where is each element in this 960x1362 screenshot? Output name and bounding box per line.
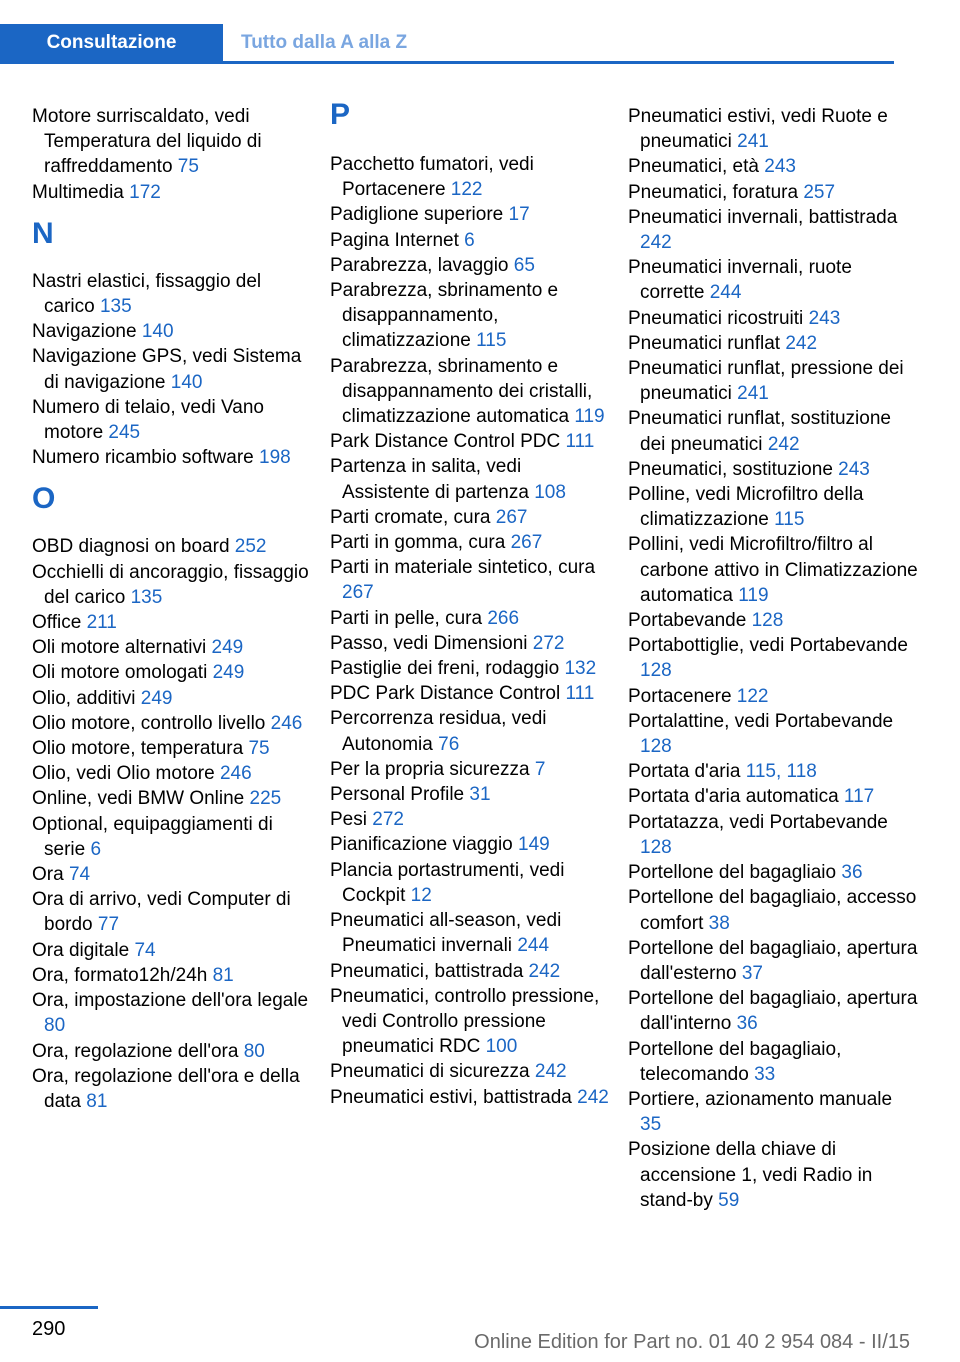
index-entry-text: Pneumatici runflat, sostituzione dei pneumatici (628, 408, 891, 455)
index-entry (330, 858, 610, 908)
index-page-link[interactable]: 6 (90, 838, 102, 860)
index-entry-text: Portabottiglie, vedi Portabevande (628, 635, 908, 657)
index-entry (330, 253, 610, 278)
section-tab-tutto-dalla-a-alla-z[interactable]: Tutto dalla A alla Z (241, 31, 408, 53)
index-entry (32, 686, 312, 711)
index-page-link[interactable]: 38 (708, 912, 730, 934)
index-page-link[interactable]: 149 (518, 834, 550, 856)
index-page-link[interactable]: 111 (565, 683, 595, 705)
index-page-link[interactable]: 272 (532, 632, 565, 654)
index-entry (330, 908, 610, 958)
index-page-link[interactable]: 12 (410, 884, 432, 906)
index-entry-text: Pneumatici, età (628, 156, 759, 178)
index-entry (32, 887, 312, 937)
index-entry (32, 319, 312, 344)
index-page-link[interactable]: 249 (211, 637, 244, 659)
index-page-link[interactable]: 111 (565, 431, 595, 453)
index-entry-text: Portatazza, vedi Portabevande (628, 811, 888, 833)
index-entry (32, 963, 312, 988)
index-page-link[interactable]: 244 (517, 935, 550, 957)
index-entry-text: Portabevande (628, 610, 747, 632)
index-entry-text: Ora digitale (32, 939, 130, 961)
index-page-link[interactable]: 245 (108, 422, 141, 444)
index-entry-text: Motore surriscaldato, vedi Temperatura del liquido di raffreddamento (32, 106, 262, 178)
index-entry-text: Parti in pelle, cura (330, 607, 483, 629)
index-entry (32, 445, 312, 470)
index-entry-text: Pneumatici, foratura (628, 181, 799, 203)
index-entry (628, 709, 918, 759)
index-entry (330, 606, 610, 631)
index-entry (330, 1085, 610, 1110)
index-entry-text: Ora di arrivo, vedi Computer di bordo (32, 889, 291, 936)
index-entry-text: Pneumatici di sicurezza (330, 1061, 530, 1083)
index-entry (330, 832, 610, 857)
page-number: 290 (32, 1318, 66, 1340)
index-entry (628, 885, 918, 935)
index-entry-text: Parti in gomma, cura (330, 532, 506, 554)
index-entry (330, 454, 610, 504)
index-entry (32, 1064, 312, 1114)
index-page-link[interactable]: 119 (574, 406, 605, 428)
index-entry-text: Ora, formato12h/24h (32, 964, 208, 986)
index-entry-text: Pneumatici all-season, vedi Pneumatici invernali (330, 910, 562, 957)
index-entry-text: Ora, regolazione dell'ora e della data (32, 1065, 300, 1112)
index-entry (330, 228, 610, 253)
index-entry-text: Occhielli di ancoraggio, fissaggio del carico (32, 561, 309, 608)
index-page-link[interactable]: 35 (640, 1114, 662, 1136)
index-page-link[interactable]: 115, 118 (745, 761, 817, 783)
index-entry-text: Portacenere (628, 685, 732, 707)
index-entry-text: Portellone del bagagliaio, telecomando (628, 1038, 842, 1085)
index-page-link[interactable]: 267 (495, 506, 528, 528)
index-entry-text: Pneumatici runflat (628, 332, 781, 354)
index-entry-text: Partenza in salita, vedi Assistente di partenza (330, 456, 529, 503)
index-entry (628, 356, 918, 406)
index-entry-text: Polline, vedi Microfiltro della climatizzazione (628, 484, 864, 531)
index-entry (330, 505, 610, 530)
index-entry (628, 810, 918, 860)
index-page-link[interactable]: 59 (718, 1189, 740, 1211)
index-entry (330, 959, 610, 984)
index-page-link[interactable]: 242 (577, 1086, 609, 1108)
index-entry-text: Portellone del bagagliaio, apertura dall'esterno (628, 937, 918, 984)
index-entry (628, 205, 918, 255)
index-entry (32, 786, 312, 811)
index-entry (628, 608, 918, 633)
index-entry-text: Parti cromate, cura (330, 506, 491, 528)
index-entry (330, 152, 610, 202)
index-entry (628, 306, 918, 331)
index-page-link[interactable]: 252 (234, 536, 267, 558)
index-entry-text: Padiglione superiore (330, 204, 504, 226)
index-entry-text: Navigazione GPS, vedi Sistema di navigazione (32, 346, 302, 393)
index-entry (330, 278, 610, 354)
index-page-link[interactable]: 242 (534, 1061, 567, 1083)
index-page-link[interactable]: 74 (134, 939, 156, 961)
index-entry (628, 331, 918, 356)
index-page-link[interactable]: 249 (140, 687, 173, 709)
index-entry-text: Portata d'aria automatica (628, 786, 839, 808)
index-entry-text: Olio motore, controllo livello (32, 712, 266, 734)
index-entry-text: Posizione della chiave di accensione 1, vedi Radio in stand-by (628, 1139, 873, 1211)
index-entry (628, 986, 918, 1036)
index-entry-text: Oli motore omologati (32, 662, 208, 684)
index-page-link[interactable]: 115 (774, 509, 805, 531)
index-page-link[interactable]: 37 (741, 962, 763, 984)
index-entry (330, 429, 610, 454)
index-entry-text: Parabrezza, sbrinamento e disappannamento dei cristalli, climatizzazione automatica (330, 355, 593, 428)
index-entry (628, 1137, 918, 1213)
index-entry (32, 395, 312, 445)
index-entry-text: Navigazione (32, 321, 137, 343)
index-entry-text: Per la propria sicurezza (330, 758, 530, 780)
index-entry (32, 534, 312, 559)
index-entry-text: Pastiglie dei freni, rodaggio (330, 658, 560, 680)
index-page-link[interactable]: 100 (485, 1036, 518, 1058)
index-entry (32, 862, 312, 887)
index-entry-text: Olio, vedi Olio motore (32, 763, 215, 785)
index-entry (330, 656, 610, 681)
index-page-link[interactable]: 128 (640, 836, 672, 858)
index-page-link[interactable]: 242 (640, 232, 672, 254)
index-page-link[interactable]: 17 (508, 204, 530, 226)
index-entry (330, 757, 610, 782)
index-page-link[interactable]: 135 (130, 586, 163, 608)
index-entry (628, 1087, 918, 1137)
index-entry-text: Numero di telaio, vedi Vano motore (32, 396, 264, 444)
index-page-link[interactable]: 74 (68, 864, 91, 886)
index-entry-text: Pneumatici invernali, battistrada (628, 206, 898, 228)
index-entry-text: Multimedia (32, 181, 124, 203)
index-entry-text: Portata d'aria (628, 761, 741, 783)
index-page-link[interactable]: 242 (785, 332, 818, 354)
index-entry (628, 154, 918, 179)
index-entry-text: Portellone del bagagliaio, accesso comfort (628, 887, 917, 934)
index-entry-text: Pollini, vedi Microfiltro/filtro al carbone attivo in Climatizzazione automatica (628, 534, 918, 606)
index-entry-text: Numero ricambio software (32, 447, 254, 469)
index-entry (628, 255, 918, 305)
page-header (0, 0, 894, 64)
index-page-link[interactable]: 7 (534, 758, 546, 780)
index-page-link[interactable]: 242 (528, 960, 561, 982)
index-entry-text: Pneumatici, controllo pressione, vedi Controllo pressione pneumatici RDC (330, 985, 600, 1058)
index-entry (32, 1039, 312, 1064)
index-page-link[interactable]: 243 (838, 458, 870, 480)
index-page-link[interactable]: 81 (86, 1090, 108, 1112)
index-page-link[interactable]: 243 (808, 307, 841, 329)
index-page-link[interactable]: 80 (243, 1040, 265, 1062)
index-page-link[interactable]: 128 (640, 736, 672, 758)
index-entry (628, 684, 918, 709)
index-entry (32, 344, 312, 394)
index-entry (32, 180, 312, 205)
index-page-link[interactable]: 246 (219, 763, 252, 785)
index-entry (628, 1037, 918, 1087)
index-entry (330, 807, 610, 832)
index-entry-text: Pacchetto fumatori, vedi Portacenere (330, 154, 534, 201)
index-page-link[interactable]: 31 (469, 784, 491, 806)
index-page-link[interactable]: 77 (97, 914, 120, 936)
index-entry-text: Pneumatici ricostruiti (628, 307, 804, 329)
index-page-link[interactable]: 266 (487, 607, 520, 629)
index-page-link[interactable]: 119 (738, 584, 769, 606)
index-column-2 (330, 98, 610, 1110)
index-page-link[interactable]: 140 (141, 321, 174, 343)
index-page-link[interactable]: 76 (438, 733, 460, 755)
index-entry-text: Parabrezza, lavaggio (330, 254, 509, 276)
index-entry (32, 761, 312, 786)
index-entry-text: Park Distance Control PDC (330, 431, 561, 453)
section-tab-consultazione[interactable]: Consultazione (0, 24, 223, 61)
index-entry-text: Pneumatici, battistrada (330, 960, 524, 982)
index-page-link[interactable]: 243 (764, 156, 796, 178)
index-entry (32, 988, 312, 1038)
index-entry (628, 180, 918, 205)
index-entry (330, 984, 610, 1060)
index-page-link[interactable]: 246 (270, 712, 303, 734)
index-entry-text: Portellone del bagagliaio (628, 862, 837, 884)
index-entry-text: Online, vedi BMW Online (32, 788, 245, 810)
index-page-link[interactable]: 225 (249, 788, 282, 810)
index-page-link[interactable]: 241 (737, 131, 769, 153)
index-entry-text: OBD diagnosi on board (32, 536, 230, 558)
index-entry-text: Pneumatici estivi, battistrada (330, 1086, 572, 1108)
index-page-link[interactable]: 198 (259, 447, 291, 469)
index-entry-text: Portalattine, vedi Portabevande (628, 710, 894, 732)
index-entry (628, 633, 918, 683)
index-entry-text: Portiere, azionamento manuale (628, 1088, 893, 1110)
index-entry (32, 711, 312, 736)
index-page-link[interactable]: 128 (640, 660, 672, 682)
index-page-link[interactable]: 117 (843, 786, 875, 808)
index-page-link[interactable]: 249 (212, 662, 245, 684)
index-page-link[interactable]: 115 (476, 330, 507, 352)
index-page-link[interactable]: 122 (450, 179, 483, 201)
index-entry-text: Pneumatici invernali, ruote corrette (628, 257, 852, 304)
index-entry-text: Nastri elastici, fissaggio del carico (32, 270, 262, 318)
index-page-link[interactable]: 65 (513, 254, 535, 276)
index-entry-text: Ora, impostazione dell'ora legale (32, 990, 309, 1012)
index-entry (330, 555, 610, 605)
index-entry-text: Pagina Internet (330, 229, 459, 251)
index-entry-text: Percorrenza residua, vedi Autonomia (330, 708, 547, 755)
index-entry (330, 631, 610, 656)
index-entry (628, 532, 918, 608)
index-page-link[interactable]: 75 (248, 738, 270, 760)
index-entry-text: Pneumatici runflat, pressione dei pneumatici (628, 358, 904, 405)
index-entry (628, 482, 918, 532)
index-entry (32, 736, 312, 761)
index-entry (628, 860, 918, 885)
index-page-link[interactable]: 33 (754, 1063, 776, 1085)
index-entry (32, 938, 312, 963)
index-entry-text: Pneumatici estivi, vedi Ruote e pneumatici (628, 106, 888, 153)
index-page-link[interactable]: 267 (510, 532, 543, 554)
index-entry-text: Ora (32, 864, 64, 886)
index-entry-text: Olio, additivi (32, 687, 136, 709)
index-page-link[interactable]: 108 (534, 481, 566, 503)
index-entry (628, 759, 918, 784)
index-entry (32, 610, 312, 635)
index-entry (330, 1059, 610, 1084)
index-page-link[interactable]: 36 (841, 862, 863, 884)
index-entry (32, 560, 312, 610)
index-entry (628, 784, 918, 809)
index-entry (330, 706, 610, 756)
index-entry-text: Office (32, 612, 82, 634)
index-page-link[interactable]: 6 (464, 229, 475, 251)
index-letter-heading: O (32, 482, 56, 516)
index-entry-text: Passo, vedi Dimensioni (330, 632, 528, 654)
index-page-link[interactable]: 122 (736, 685, 769, 707)
index-entry-text: Oli motore alternativi (32, 637, 207, 659)
index-entry (330, 782, 610, 807)
index-entry-text: Personal Profile (330, 784, 465, 806)
index-entry-text: Portellone del bagagliaio, apertura dall'interno (628, 988, 918, 1035)
index-entry (32, 269, 312, 319)
index-entry-text: Ora, regolazione dell'ora (32, 1040, 239, 1062)
index-entry-text: PDC Park Distance Control (330, 683, 561, 705)
index-entry-text: Plancia portastrumenti, vedi Cockpit (330, 859, 565, 906)
index-page-link[interactable]: 132 (564, 658, 597, 680)
edition-footer: Online Edition for Part no. 01 40 2 954 084 - II/15 (474, 1331, 910, 1353)
header-rule (0, 61, 894, 64)
index-entry (330, 354, 610, 430)
index-entry (628, 457, 918, 482)
index-entry (32, 104, 312, 180)
index-page-link[interactable]: 140 (170, 371, 203, 393)
index-page-link[interactable]: 267 (342, 582, 374, 604)
index-page-link[interactable]: 257 (803, 181, 836, 203)
index-page-link[interactable]: 241 (737, 383, 769, 405)
index-entry (628, 406, 918, 456)
index-page-link[interactable]: 242 (767, 433, 800, 455)
index-page-link[interactable]: 135 (99, 296, 132, 318)
page-number-rule (0, 1306, 98, 1309)
index-page-link[interactable]: 75 (177, 156, 199, 178)
index-entry (330, 681, 610, 706)
index-entry (330, 530, 610, 555)
index-column-1 (32, 104, 312, 1114)
index-entry-text: Parabrezza, sbrinamento e disappannamento, climatizzazione (330, 280, 559, 352)
index-entry-text: Pianificazione viaggio (330, 834, 513, 856)
index-entry (628, 104, 918, 154)
index-entry-text: Pneumatici, sostituzione (628, 458, 833, 480)
index-page-link[interactable]: 128 (751, 610, 784, 632)
index-entry-text: Optional, equipaggiamenti di serie (32, 813, 273, 860)
index-page-link[interactable]: 272 (372, 809, 404, 831)
index-page-link[interactable]: 36 (736, 1013, 758, 1035)
index-entry (32, 635, 312, 660)
index-page-link[interactable]: 80 (44, 1015, 66, 1037)
index-letter-heading: P (330, 98, 351, 131)
index-entry (32, 660, 312, 685)
index-page-link[interactable]: 81 (212, 964, 234, 986)
index-entry (330, 202, 610, 227)
index-page-link[interactable]: 244 (709, 282, 742, 304)
index-page-link[interactable]: 172 (129, 181, 161, 203)
index-entry-text: Olio motore, temperatura (32, 738, 244, 760)
index-page-link[interactable]: 211 (86, 612, 117, 634)
index-entry-text: Parti in materiale sintetico, cura (330, 557, 596, 579)
index-entry (32, 812, 312, 862)
index-entry (628, 936, 918, 986)
index-entry-text: Pesi (330, 809, 367, 831)
index-letter-heading: N (32, 216, 54, 250)
index-column-3 (628, 104, 918, 1213)
